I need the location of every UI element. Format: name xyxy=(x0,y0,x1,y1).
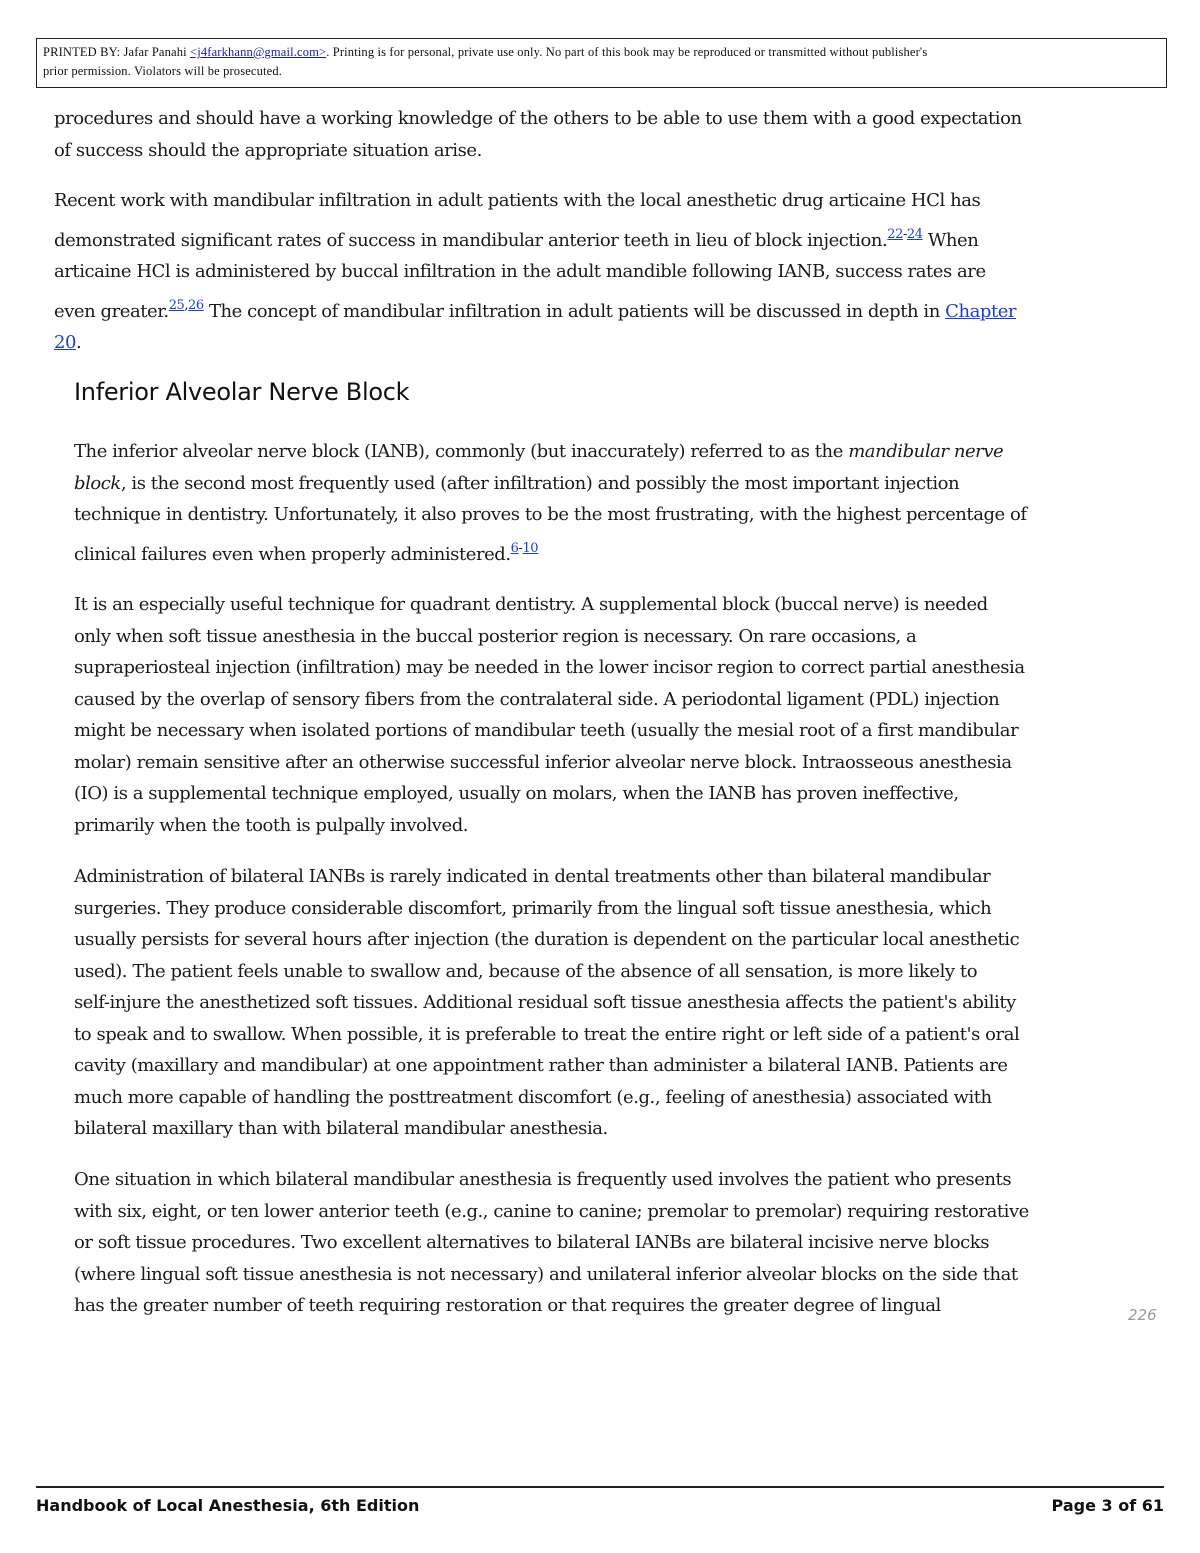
citation-link-22[interactable]: 22 xyxy=(887,226,903,242)
text-line: self-injure the anesthetized soft tissues. Additional residual soft tissue anesthesia affects the patient's ability xyxy=(74,992,1016,1013)
text-line: cavity (maxillary and mandibular) at one appointment rather than administer a bilateral IANB. Patients are xyxy=(74,1055,1008,1076)
text-line: clinical failures even when properly administered.$^{6-10}$ xyxy=(74,540,539,565)
text-line: (IO) is a supplemental technique employed, usually on molars, when the IANB has proven ineffective, xyxy=(74,783,959,804)
chapter-20-link[interactable]: Chapter xyxy=(945,300,1017,322)
paragraph-alternatives xyxy=(74,1164,1029,1322)
text-line: (where lingual soft tissue anesthesia is not necessary) and unilateral inferior alveolar blocks on the side that xyxy=(74,1263,1018,1285)
citation-link-10[interactable]: 10 xyxy=(522,540,539,556)
section-heading: Inferior Alveolar Nerve Block xyxy=(74,378,410,406)
text-line: bilateral maxillary than with bilateral mandibular anesthesia. xyxy=(74,1118,608,1139)
citation-link-6[interactable]: 6 xyxy=(510,540,519,556)
notice-text: PRINTED BY: Jafar Panahi xyxy=(43,45,191,59)
citation-link-24[interactable]: 24 xyxy=(906,226,923,242)
text-line: demonstrated significant rates of success in mandibular anterior teeth in lieu of block injection.$^{22-24}$ When xyxy=(54,226,979,251)
citation-link-26[interactable]: 26 xyxy=(188,297,204,313)
text-line: molar) remain sensitive after an otherwise successful inferior alveolar nerve block. Intraosseous anesthesia xyxy=(74,751,1012,773)
paragraph-quadrant xyxy=(74,589,1025,841)
text-line: might be necessary when isolated portions of mandibular teeth (usually the mesial root of a first mandibular xyxy=(74,720,1019,741)
text-line: block, is the second most frequently used (after infiltration) and possibly the most important injection xyxy=(74,472,960,494)
print-notice xyxy=(36,38,1167,88)
footer-book-title: Handbook of Local Anesthesia, 6th Edition xyxy=(36,1496,420,1515)
paragraph-bilateral xyxy=(74,861,1019,1145)
text-line: with six, eight, or ten lower anterior teeth (e.g., canine to canine; premolar to premolar) requiring restorative xyxy=(74,1200,1029,1222)
text-line: has the greater number of teeth requiring restoration or that requires the greater degree of lingual xyxy=(74,1295,941,1316)
notice-line-2: prior permission. Violators will be prosecuted. xyxy=(43,64,283,78)
text-line: only when soft tissue anesthesia in the buccal posterior region is necessary. On rare occasions, a xyxy=(74,625,917,647)
text-line: Administration of bilateral IANBs is rarely indicated in dental treatments other than bilateral mandibular xyxy=(74,866,991,887)
chapter-20-link-cont[interactable]: 20 xyxy=(54,332,77,353)
text-line: even greater.$^{25,26}$ The concept of mandibular infiltration in adult patients will be discussed in depth in Chapter xyxy=(54,297,1017,322)
text-line: of success should the appropriate situation arise. xyxy=(54,139,482,161)
text-line: much more capable of handling the posttreatment discomfort (e.g., feeling of anesthesia) associated with xyxy=(74,1086,992,1108)
notice-text-cont: . Printing is for personal, private use only. No part of this book may be reproduced or transmitted without publisher's xyxy=(326,45,928,59)
paragraph-ianb-intro xyxy=(74,436,1027,570)
text-line: procedures and should have a working knowledge of the others to be able to use them with a good expectation xyxy=(54,108,1022,129)
book-page-number: 226 xyxy=(1128,1306,1157,1324)
text-line: 20. xyxy=(54,332,82,353)
paragraph-articaine xyxy=(54,185,1016,359)
text-line: articaine HCl is administered by buccal infiltration in the adult mandible following IANB, success rates are xyxy=(54,261,986,282)
text-line: It is an especially useful technique for quadrant dentistry. A supplemental block (buccal nerve) is needed xyxy=(74,594,988,615)
paragraph-continuation xyxy=(54,103,1022,166)
text-line: to speak and to swallow. When possible, it is preferable to treat the entire right or left side of a patient's oral xyxy=(74,1023,1020,1045)
text-line: used). The patient feels unable to swallow and, because of the absence of all sensation, is more likely to xyxy=(74,960,978,982)
text-line: One situation in which bilateral mandibular anesthesia is frequently used involves the patient who presents xyxy=(74,1169,1012,1190)
text-line: technique in dentistry. Unfortunately, it also proves to be the most frustrating, with the highest percentage of xyxy=(74,504,1027,525)
text-line: surgeries. They produce considerable discomfort, primarily from the lingual soft tissue anesthesia, which xyxy=(74,897,992,919)
footer-page-indicator: Page 3 of 61 xyxy=(1051,1496,1164,1515)
text-line: The inferior alveolar nerve block (IANB), commonly (but inaccurately) referred to as the mandibular nerve xyxy=(74,441,1004,462)
notice-email-link[interactable]: <j4farkhann@gmail.com> xyxy=(190,45,327,59)
citation-link-25[interactable]: 25 xyxy=(168,297,185,313)
text-line: primarily when the tooth is pulpally involved. xyxy=(74,814,469,836)
text-line: supraperiosteal injection (infiltration) may be needed in the lower incisor region to correct partial anesthesia xyxy=(74,657,1025,678)
text-line: caused by the overlap of sensory fibers from the contralateral side. A periodontal ligament (PDL) injection xyxy=(74,688,1000,710)
text-line: Recent work with mandibular infiltration in adult patients with the local anesthetic drug articaine HCl has xyxy=(54,190,981,211)
footer-divider xyxy=(36,1486,1164,1488)
text-line: or soft tissue procedures. Two excellent alternatives to bilateral IANBs are bilateral incisive nerve blocks xyxy=(74,1232,990,1253)
text-line: usually persists for several hours after injection (the duration is dependent on the particular local anesthetic xyxy=(74,929,1020,950)
